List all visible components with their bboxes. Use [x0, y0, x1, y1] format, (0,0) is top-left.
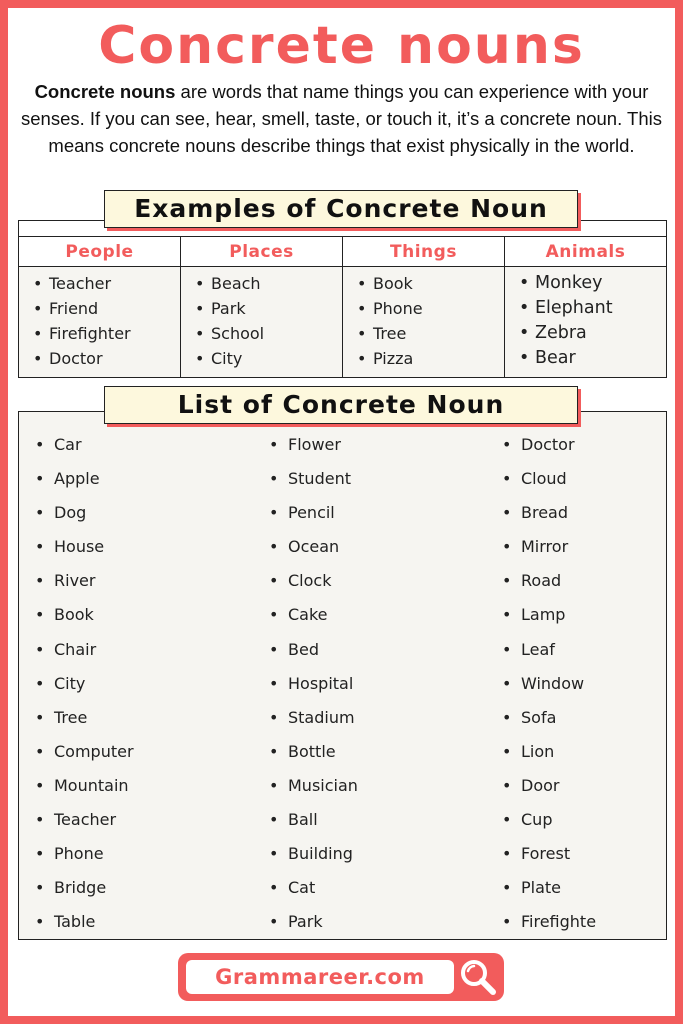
list-item: • Stadium [269, 701, 358, 735]
column-header: Animals [505, 237, 666, 267]
list-item: • School [195, 321, 342, 346]
list-item: • Book [35, 598, 134, 632]
footer-site-name[interactable]: Grammareer.com [186, 960, 454, 994]
list-item: • Clock [269, 564, 358, 598]
list-item: • Firefighte [502, 905, 596, 939]
examples-column-things [343, 237, 505, 377]
list-item: • House [35, 530, 134, 564]
list-item: • Bottle [269, 735, 358, 769]
column-header: Places [181, 237, 342, 267]
noun-list-column-1 [35, 428, 134, 939]
search-icon [458, 957, 498, 997]
noun-list-column-3 [502, 428, 596, 939]
list-item: • Beach [195, 271, 342, 296]
list-item: • Musician [269, 769, 358, 803]
list-item: • Cat [269, 871, 358, 905]
list-item: • Bed [269, 633, 358, 667]
list-item: • Friend [33, 296, 180, 321]
noun-list-panel [18, 411, 667, 940]
column-header: Things [343, 237, 504, 267]
list-item: • Ball [269, 803, 358, 837]
list-item: • Tree [35, 701, 134, 735]
list-item: • Cup [502, 803, 596, 837]
intro-paragraph [18, 78, 665, 159]
footer-banner[interactable] [178, 953, 504, 1001]
list-item: • Pizza [357, 346, 504, 371]
list-item: • Building [269, 837, 358, 871]
list-item: • Hospital [269, 667, 358, 701]
examples-column-places [181, 237, 343, 377]
list-item: • Teacher [33, 271, 180, 296]
list-item: • Elephant [519, 296, 666, 321]
list-item: • Phone [35, 837, 134, 871]
examples-heading: Examples of Concrete Noun [104, 190, 578, 228]
list-item: • Leaf [502, 633, 596, 667]
list-item: • Teacher [35, 803, 134, 837]
list-item: • Bread [502, 496, 596, 530]
list-item: • Computer [35, 735, 134, 769]
examples-table [18, 220, 667, 378]
list-item: • Window [502, 667, 596, 701]
list-item: • Sofa [502, 701, 596, 735]
examples-column-animals [505, 237, 666, 377]
list-item: • Ocean [269, 530, 358, 564]
list-item: • Apple [35, 462, 134, 496]
list-item: • Cloud [502, 462, 596, 496]
list-item: • Doctor [33, 346, 180, 371]
list-item: • Cake [269, 598, 358, 632]
page-title: Concrete nouns [98, 16, 585, 76]
list-item: • Door [502, 769, 596, 803]
page [8, 8, 675, 1016]
intro-text: are words that name things you can experience with your senses. If you can see, hear, smell, taste, or touch it, it’s a concrete noun. This means concrete nouns describe things that exist physically in the world. [21, 81, 662, 156]
list-item: • Bear [519, 346, 666, 371]
list-item: • Road [502, 564, 596, 598]
list-item: • Firefighter [33, 321, 180, 346]
list-item: • Lion [502, 735, 596, 769]
list-item: • Plate [502, 871, 596, 905]
list-item: • Mirror [502, 530, 596, 564]
list-item: • Pencil [269, 496, 358, 530]
list-item: • Dog [35, 496, 134, 530]
list-item: • Park [195, 296, 342, 321]
list-item: • Monkey [519, 271, 666, 296]
list-item: • Mountain [35, 769, 134, 803]
list-item: • Forest [502, 837, 596, 871]
examples-column-people [19, 237, 181, 377]
list-item: • Bridge [35, 871, 134, 905]
list-item: • Tree [357, 321, 504, 346]
list-item: • Table [35, 905, 134, 939]
list-item: • Flower [269, 428, 358, 462]
noun-list-column-2 [269, 428, 358, 939]
list-item: • Phone [357, 296, 504, 321]
list-item: • City [35, 667, 134, 701]
list-item: • Doctor [502, 428, 596, 462]
list-heading: List of Concrete Noun [104, 386, 578, 424]
list-item: • Chair [35, 633, 134, 667]
list-item: • Car [35, 428, 134, 462]
list-item: • Zebra [519, 321, 666, 346]
list-item: • Park [269, 905, 358, 939]
column-header: People [19, 237, 180, 267]
intro-bold: Concrete nouns [34, 81, 176, 102]
list-item: • Lamp [502, 598, 596, 632]
list-item: • River [35, 564, 134, 598]
list-item: • Student [269, 462, 358, 496]
list-item: • Book [357, 271, 504, 296]
list-item: • City [195, 346, 342, 371]
